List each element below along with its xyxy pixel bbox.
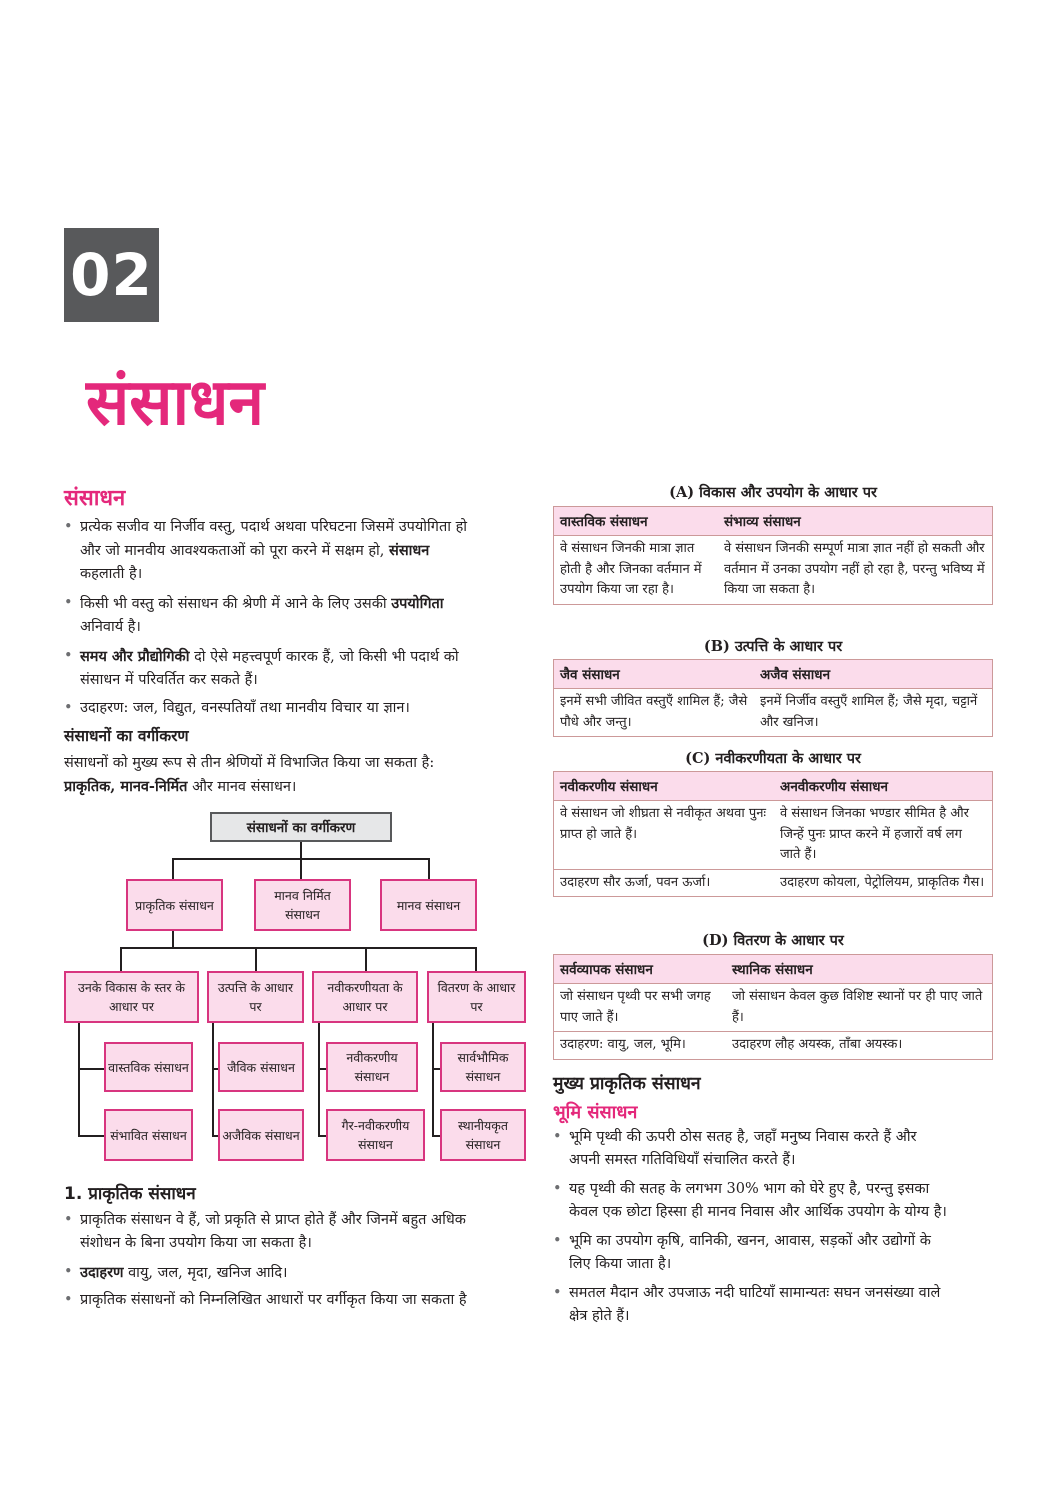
list-item: • उदाहरण वायु, जल, मृदा, खनिज आदि। [80, 1261, 530, 1285]
flowchart-box-biotic: जैविक संसाधन [218, 1042, 304, 1092]
list-item: • प्रत्येक सजीव या निर्जीव वस्तु, पदार्थ अथवा परिघटना जिसमें उपयोगिता हो और जो मानवीय आवश्यकताओं को पूरा करने में सक्षम हो, संसाधन कहलाती है। [80, 516, 530, 586]
flowchart-box-development: उनके विकास के स्तर के आधार पर [64, 971, 199, 1023]
main-natural-resources-heading: मुख्य प्राकृतिक संसाधन [553, 1074, 701, 1094]
table-header: नवीकरणीय संसाधन [560, 779, 658, 795]
table-row: उदाहरण सौर ऊर्जा, पवन ऊर्जा। उदाहरण कोयला, पेट्रोलियम, प्राकृतिक गैस। [554, 869, 992, 897]
list-item: • प्राकृतिक संसाधनों को निम्नलिखित आधारों पर वर्गीकृत किया जा सकता है [80, 1289, 530, 1312]
table-row: वे संसाधन जो शीघ्रता से नवीकृत अथवा पुनः प्राप्त हो जाते हैं। वे संसाधन जिनका भण्डार सीमित है और जिन्हें पुनः प्राप्त करने में हजारों वर्ष लग जाते हैं। [560, 806, 969, 862]
classification-heading: संसाधनों का वर्गीकरण [64, 727, 189, 745]
chapter-title: संसाधन [86, 366, 264, 440]
list-item: • समय और प्रौद्योगिकी दो ऐसे महत्त्वपूर्ण कारक हैं, जो किसी भी पदार्थ को संसाधन में परिवर्तित कर सकते हैं। [80, 645, 530, 692]
table-header: संभाव्य संसाधन [724, 514, 801, 530]
flowchart-box-renewable: नवीकरणीय संसाधन [326, 1042, 418, 1092]
section-1-heading: 1. प्राकृतिक संसाधन [64, 1184, 196, 1204]
table-c [553, 771, 993, 897]
table-d-caption: (D) वितरण के आधार पर [702, 932, 844, 949]
flowchart-box-localized: स्थानीयकृत संसाधन [440, 1109, 526, 1161]
flowchart-box-natural: प्राकृतिक संसाधन [126, 879, 223, 931]
table-row: वे संसाधन जिनकी मात्रा ज्ञात होती है और जिनका वर्तमान में उपयोग किया जा रहा है। वे संसाधन जिनकी सम्पूर्ण मात्रा ज्ञात नहीं हो सकती और वर्तमान में उनका उपयोग नहीं हो रहा है, परन्तु भविष्य में किया जा सकता है। [560, 541, 985, 597]
section-heading-resource: संसाधन [64, 486, 126, 511]
flowchart-box-origin: उत्पत्ति के आधार पर [207, 971, 304, 1023]
list-item: • प्राकृतिक संसाधन वे हैं, जो प्रकृति से प्राप्त होते हैं और जिनमें बहुत अधिक संशोधन के बिना उपयोग किया जा सकता है। [80, 1209, 530, 1255]
flowchart-box-ubiquitous: सार्वभौमिक संसाधन [440, 1042, 526, 1092]
table-c-caption: (C) नवीकरणीयता के आधार पर [685, 750, 861, 767]
flowchart-box-abiotic: अजैविक संसाधन [218, 1109, 304, 1161]
list-item: • यह पृथ्वी की सतह के लगभग 30% भाग को घेरे हुए है, परन्तु इसका केवल एक छोटा हिस्सा ही मानव निवास और आर्थिक उपयोग के योग्य है। [569, 1178, 999, 1224]
list-item: • भूमि का उपयोग कृषि, वानिकी, खनन, आवास, सड़कों और उद्योगों के लिए किया जाता है। [569, 1230, 999, 1276]
list-item: • उदाहरण: जल, विद्युत, वनस्पतियाँ तथा मानवीय विचार या ज्ञान। [80, 697, 530, 720]
classification-text: संसाधनों को मुख्य रूप से तीन श्रेणियों में विभाजित किया जा सकता है: प्राकृतिक, मानव-निर्मित और मानव संसाधन। [64, 755, 435, 795]
table-header: जैव संसाधन [560, 667, 620, 683]
flowchart-box-actual: वास्तविक संसाधन [104, 1042, 193, 1092]
chapter-number: 02 [64, 228, 159, 322]
flowchart-box-human: मानव संसाधन [380, 879, 477, 931]
flowchart-box-potential: संभावित संसाधन [104, 1109, 193, 1161]
flowchart-box-man-made: मानव निर्मित संसाधन [254, 879, 351, 931]
table-row: उदाहरण: वायु, जल, भूमि। उदाहरण लौह अयस्क, ताँबा अयस्क। [554, 1031, 992, 1059]
table-b [553, 659, 993, 737]
flowchart-root: संसाधनों का वर्गीकरण [210, 812, 392, 842]
table-d [553, 954, 993, 1060]
table-header: अनवीकरणीय संसाधन [780, 779, 889, 795]
table-a [553, 506, 993, 605]
flowchart-box-renewability: नवीकरणीयता के आधार पर [312, 971, 418, 1023]
table-row: इनमें सभी जीवित वस्तुएँ शामिल हैं; जैसे पौधे और जन्तु। इनमें निर्जीव वस्तुएँ शामिल हैं; जैसे मृदा, चट्टानें और खनिज। [560, 694, 978, 730]
table-row: जो संसाधन पृथ्वी पर सभी जगह पाए जाते हैं। जो संसाधन केवल कुछ विशिष्ट स्थानों पर ही पाए जाते हैं। [560, 989, 983, 1025]
land-resource-heading: भूमि संसाधन [553, 1102, 638, 1123]
flowchart-box-non-renewable: गैर-नवीकरणीय संसाधन [326, 1109, 425, 1161]
table-header: वास्तविक संसाधन [560, 514, 648, 530]
flowchart-box-distribution: वितरण के आधार पर [427, 971, 526, 1023]
list-item: • समतल मैदान और उपजाऊ नदी घाटियाँ सामान्यतः सघन जनसंख्या वाले क्षेत्र होते हैं। [569, 1282, 999, 1328]
list-item: • भूमि पृथ्वी की ऊपरी ठोस सतह है, जहाँ मनुष्य निवास करते हैं और अपनी समस्त गतिविधियाँ संचालित करते हैं। [569, 1126, 999, 1172]
table-b-caption: (B) उत्पत्ति के आधार पर [703, 638, 843, 655]
list-item: • किसी भी वस्तु को संसाधन की श्रेणी में आने के लिए उसकी उपयोगिता अनिवार्य है। [80, 592, 530, 639]
table-header: अजैव संसाधन [760, 667, 831, 683]
table-header: सर्वव्यापक संसाधन [560, 962, 653, 978]
table-a-caption: (A) विकास और उपयोग के आधार पर [669, 484, 877, 501]
table-header: स्थानिक संसाधन [732, 962, 813, 978]
